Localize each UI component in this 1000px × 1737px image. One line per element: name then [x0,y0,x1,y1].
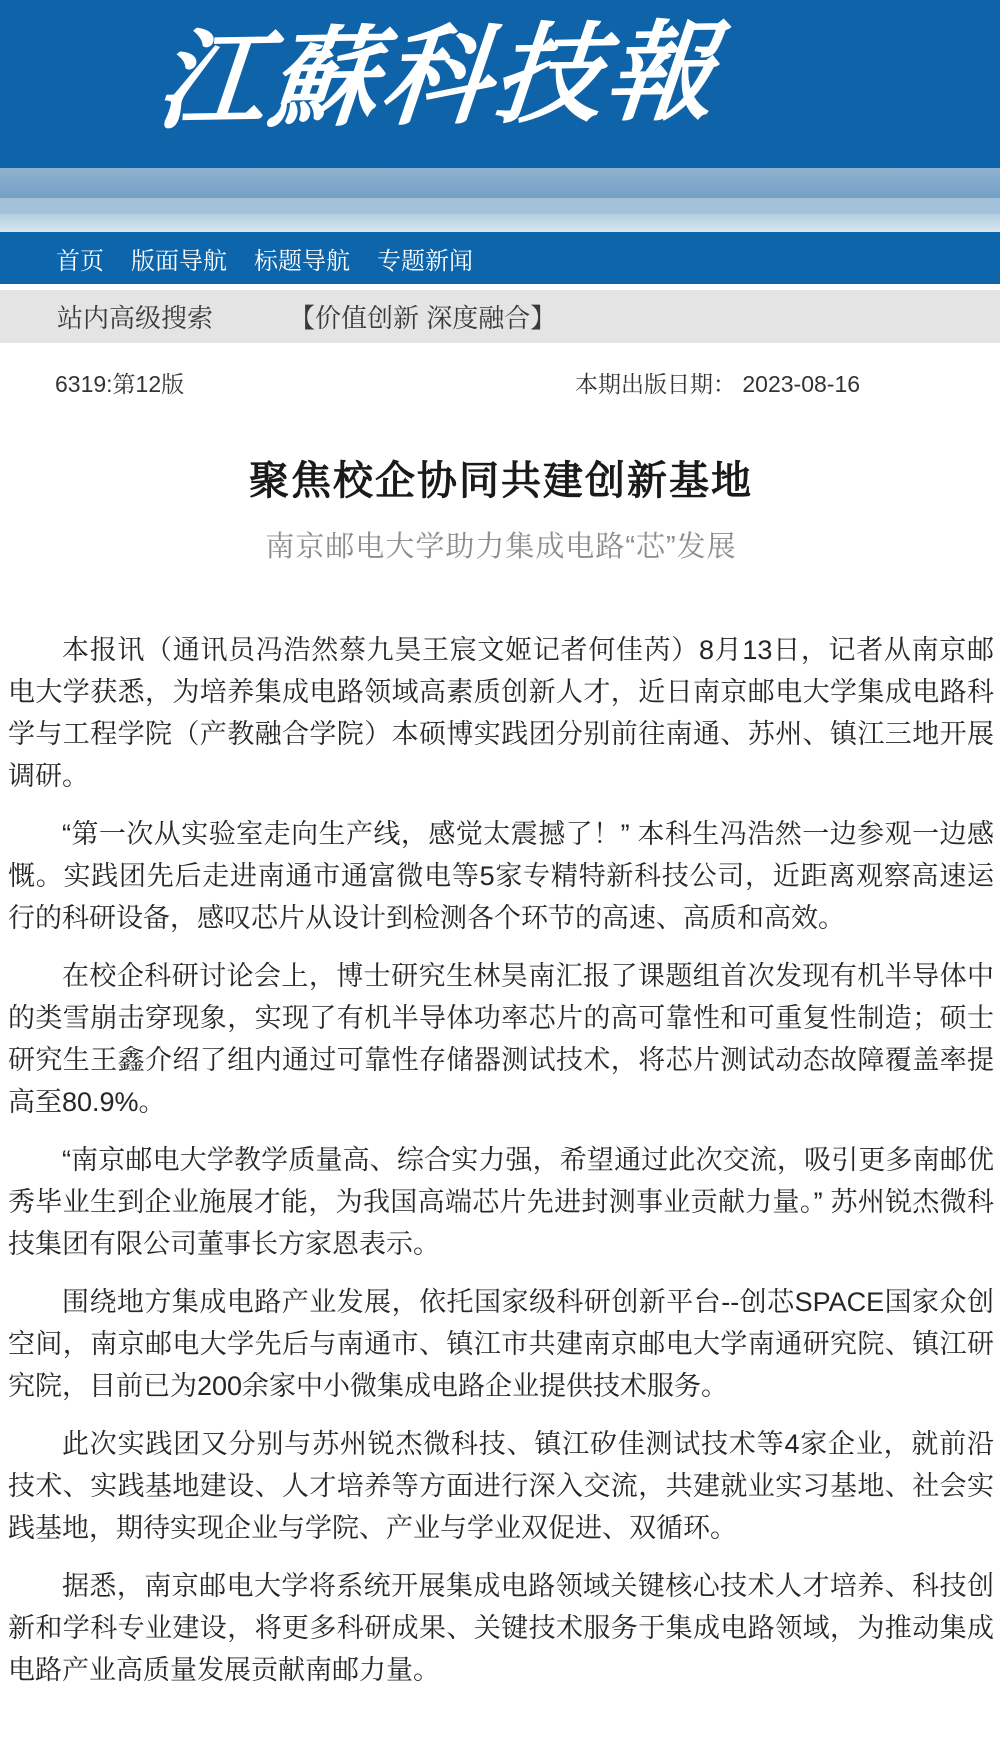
article-paragraph: 据悉，南京邮电大学将系统开展集成电路领域关键核心技术人才培养、科技创新和学科专业建设，将更多科研成果、关键技术服务于集成电路领域，为推动集成电路产业高质量发展贡献南邮力量。 [8,1571,994,1685]
issue-bar [0,343,1000,405]
advanced-search-link[interactable]: 站内高级搜索 [57,303,214,333]
nav-item[interactable]: 标题导航 [254,247,350,275]
article-paragraph: 此次实践团又分别与苏州锐杰微科技、镇江矽佳测试技术等4家企业，就前沿技术、实践基地建设、人才培养等方面进行深入交流，共建就业实习基地、社会实践基地，期待实现企业与学院、产业与学业双促进、双循环。 [8,1429,994,1543]
main-nav [0,232,1000,284]
slogan-text: 【价值创新 深度融合】 [289,303,557,333]
article [0,449,1000,1691]
article-subtitle: 南京邮电大学助力集成电路“芯”发展 [265,531,737,563]
publish-date: 本期出版日期： 2023-08-16 [575,371,861,397]
decorative-stripe-1 [0,168,1000,198]
issue-number[interactable]: 6319:第12版 [55,371,185,397]
subnav-bar [0,290,1000,343]
decorative-stripe-3 [0,214,1000,232]
masthead-banner [0,0,1000,168]
nav-item[interactable]: 专题新闻 [377,247,473,275]
article-paragraph: 在校企科研讨论会上，博士研究生林昊南汇报了课题组首次发现有机半导体中的类雪崩击穿现象，实现了有机半导体功率芯片的高可靠性和可重复性制造；硕士研究生王鑫介绍了组内通过可靠性存储器测试技术，将芯片测试动态故障覆盖率提高至80.9%。 [8,961,994,1117]
article-title: 聚焦校企协同共建创新基地 [249,459,753,503]
article-paragraph: 本报讯（通讯员冯浩然蔡九昊王宸文姬记者何佳芮）8月13日，记者从南京邮电大学获悉，为培养集成电路领域高素质创新人才，近日南京邮电大学集成电路科学与工程学院（产教融合学院）本硕博实践团分别前往南通、苏州、镇江三地开展调研。 [8,635,994,791]
article-body [8,629,994,1691]
article-paragraph: “南京邮电大学教学质量高、综合实力强，希望通过此次交流，吸引更多南邮优秀毕业生到企业施展才能，为我国高端芯片先进封测事业贡献力量。” 苏州锐杰微科技集团有限公司董事长方家恩表示。 [8,1145,994,1259]
newspaper-logo: 江蘇科技報 [152,9,725,145]
article-paragraph: “第一次从实验室走向生产线，感觉太震撼了！” 本科生冯浩然一边参观一边感慨。实践团先后走进南通市通富微电等5家专精特新科技公司，近距离观察高速运行的科研设备，感叹芯片从设计到检测各个环节的高速、高质和高效。 [8,819,994,933]
nav-item[interactable]: 版面导航 [131,247,227,275]
decorative-stripe-2 [0,198,1000,214]
nav-item[interactable]: 首页 [56,247,104,275]
article-paragraph: 围绕地方集成电路产业发展，依托国家级科研创新平台--创芯SPACE国家众创空间，南京邮电大学先后与南通市、镇江市共建南京邮电大学南通研究院、镇江研究院，目前已为200余家中小微集成电路企业提供技术服务。 [8,1287,994,1401]
